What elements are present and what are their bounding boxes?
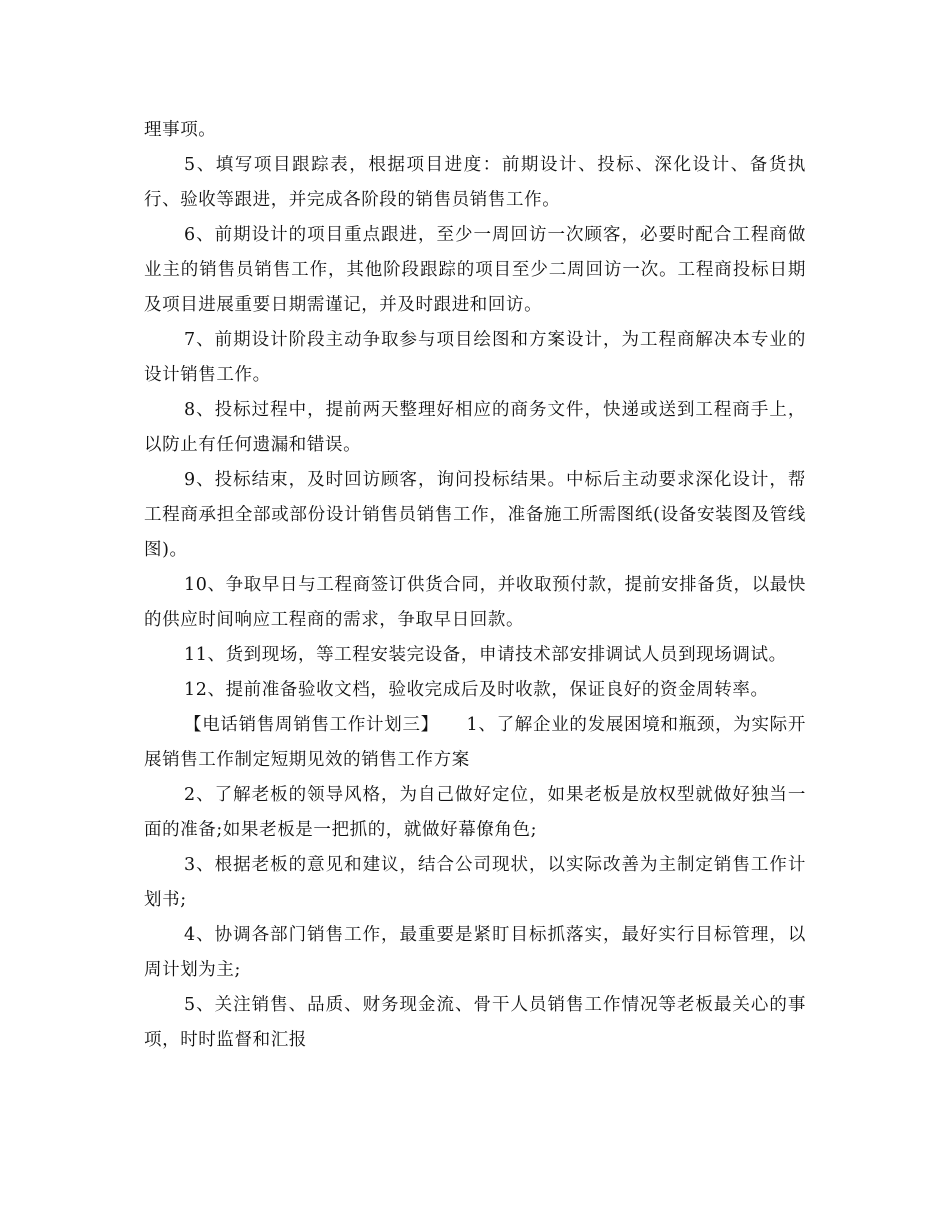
document-body — [144, 113, 806, 1058]
paragraph-item-7: 7、前期设计阶段主动争取参与项目绘图和方案设计，为工程商解决本专业的设计销售工作。 — [144, 330, 806, 385]
paragraph-plan3-item-5: 5、关注销售、品质、财务现金流、骨干人员销售工作情况等老板最关心的事项，时时监督和汇报 — [144, 995, 806, 1050]
paragraph-item-9: 9、投标结束，及时回访顾客，询问投标结果。中标后主动要求深化设计，帮工程商承担全部或部份设计销售员销售工作，准备施工所需图纸(设备安装图及管线图)。 — [144, 470, 806, 560]
paragraph-plan3-item-2: 2、了解老板的领导风格，为自己做好定位，如果老板是放权型就做好独当一面的准备;如果老板是一把抓的，就做好幕僚角色; — [144, 785, 806, 840]
paragraph-continuation: 理事项。 — [144, 120, 217, 140]
paragraph-item-6: 6、前期设计的项目重点跟进，至少一周回访一次顾客，必要时配合工程商做业主的销售员销售工作，其他阶段跟踪的项目至少二周回访一次。工程商投标日期及项目进展重要日期需谨记，并及时跟进和回访。 — [144, 225, 806, 315]
paragraph-plan3-item-3: 3、根据老板的意见和建议，结合公司现状，以实际改善为主制定销售工作计划书; — [144, 855, 806, 910]
paragraph-item-11: 11、货到现场，等工程安装完设备，申请技术部安排调试人员到现场调试。 — [184, 645, 787, 665]
paragraph-item-8: 8、投标过程中，提前两天整理好相应的商务文件，快递或送到工程商手上，以防止有任何遗漏和错误。 — [144, 400, 806, 455]
paragraph-item-10: 10、争取早日与工程商签订供货合同，并收取预付款，提前安排备货，以最快的供应时间响应工程商的需求，争取早日回款。 — [144, 575, 806, 630]
paragraph-plan3-item-4: 4、协调各部门销售工作，最重要是紧盯目标抓落实，最好实行目标管理，以周计划为主; — [144, 925, 806, 980]
paragraph-item-5: 5、填写项目跟踪表，根据项目进度：前期设计、投标、深化设计、备货执行、验收等跟进，并完成各阶段的销售员销售工作。 — [144, 155, 806, 210]
paragraph-item-12: 12、提前准备验收文档，验收完成后及时收款，保证良好的资金周转率。 — [184, 680, 769, 700]
section-heading-plan-three: 【电话销售周销售工作计划三】 1、了解企业的发展困境和瓶颈，为实际开展销售工作制定短期见效的销售工作方案 — [144, 715, 806, 770]
